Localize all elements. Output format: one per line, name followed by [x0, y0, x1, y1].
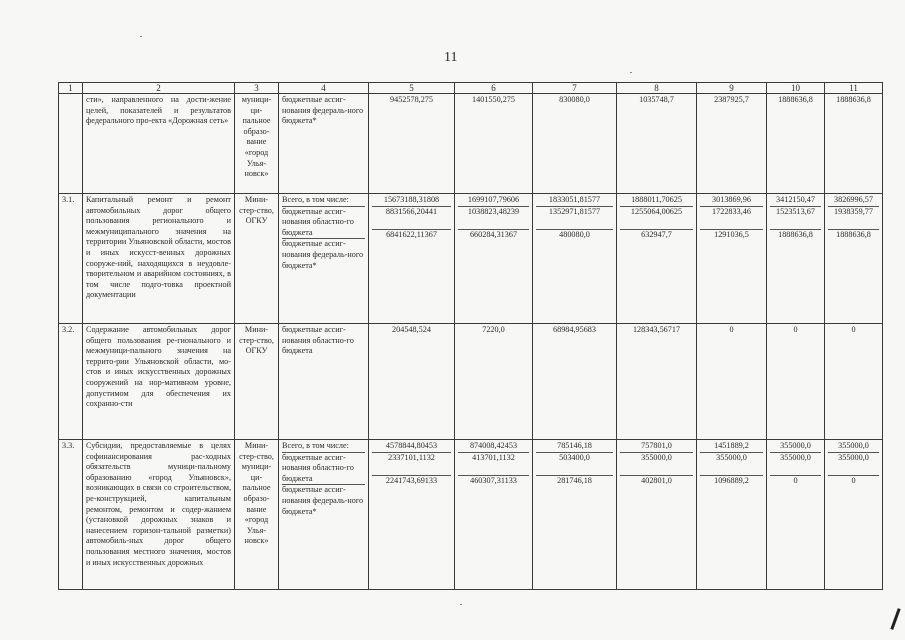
value-cell: 1888636,8: [836, 229, 871, 239]
value-cell: 632947,7: [641, 229, 672, 239]
value-stack: [455, 194, 533, 324]
row-executor: Мини-стер-ство, ОГКУ: [235, 194, 279, 324]
value-cell: 1096889,2: [714, 475, 749, 485]
budget-table: [58, 82, 883, 590]
col-header: 2: [83, 83, 235, 94]
value-cell: 1833051,81577: [536, 195, 613, 207]
value-cell: 3826996,57: [828, 195, 879, 207]
scan-speck: [630, 72, 632, 73]
table-row: [59, 440, 883, 590]
funding-source: бюджетные ассиг-нования областно-го бюджета: [282, 207, 365, 240]
funding-source: Всего, в том числе:: [282, 441, 365, 453]
value-stack: [825, 440, 883, 590]
table-row: [59, 324, 883, 440]
value-stack: [697, 440, 767, 590]
value-stack: [533, 194, 617, 324]
page-number: 11: [444, 50, 458, 65]
value-stack: [767, 194, 825, 324]
value-cell: 355000,0: [828, 441, 879, 453]
col-header: 6: [455, 83, 533, 94]
row-number: 3.3.: [59, 440, 83, 590]
value-stack: [369, 440, 455, 590]
col-header: 7: [533, 83, 617, 94]
value-cell: 2241743,69133: [385, 475, 438, 485]
table-row: [59, 94, 883, 194]
value-cell: 1888636,8: [825, 94, 883, 194]
value-cell: 3412150,47: [770, 195, 821, 207]
value-cell: 460307,31133: [470, 475, 517, 485]
col-header: 9: [697, 83, 767, 94]
col-header: 1: [59, 83, 83, 94]
value-cell: 1722833,46: [700, 207, 763, 230]
row-description: сти», направленного на дости-жение целей, показателей и результатов федерального про-екта «Дорожная сеть»: [83, 94, 235, 194]
value-cell: 480080,0: [559, 229, 590, 239]
row-description: Субсидии, предоставляемые в целях софинансирования рас-ходных обязательств муници-пальному образованию «город Ульяновск», возникающих в связи со строительством, ре-конструкцией, капитальным ремонтом, ремонтом и содер-жанием (установкой дорожных знаков и нанесением горизон-тальной разметки) автомобиль-ных дорог общего пользования местного значения, мостов и иных искусственных дорожных: [83, 440, 235, 590]
col-header: 11: [825, 83, 883, 94]
col-header: 5: [369, 83, 455, 94]
value-cell: 204548,524: [369, 324, 455, 440]
value-cell: 660284,31367: [469, 229, 518, 239]
value-cell: 1938359,77: [828, 207, 879, 230]
funding-source: бюджетные ассиг-нования областно-го бюджета: [282, 453, 365, 486]
value-cell: 1291036,5: [714, 229, 749, 239]
value-cell: 68984,95683: [533, 324, 617, 440]
col-header: 8: [617, 83, 697, 94]
value-cell: 1699107,79606: [458, 195, 529, 207]
row-number: 3.2.: [59, 324, 83, 440]
scan-speck: [140, 36, 142, 37]
value-stack: [533, 440, 617, 590]
value-cell: 1255064,00625: [620, 207, 693, 230]
value-cell: 785146,18: [536, 441, 613, 453]
value-cell: 2387925,7: [697, 94, 767, 194]
value-cell: 355000,0: [700, 453, 763, 476]
value-cell: 413701,1132: [458, 453, 529, 476]
row-executor: Мини-стер-ство, ОГКУ: [235, 324, 279, 440]
value-cell: 1451889,2: [700, 441, 763, 453]
value-cell: 8831566,20441: [372, 207, 451, 230]
scan-speck: [460, 604, 462, 605]
value-cell: 355000,0: [620, 453, 693, 476]
value-stack: [697, 194, 767, 324]
value-stack: [455, 440, 533, 590]
value-cell: 402801,0: [641, 475, 672, 485]
value-cell: 1038823,48239: [458, 207, 529, 230]
value-stack: [369, 194, 455, 324]
value-stack: [767, 440, 825, 590]
value-cell: 1352971,81577: [536, 207, 613, 230]
value-cell: 6841622,11367: [386, 229, 437, 239]
funding-source-stack: [279, 440, 369, 590]
funding-source: Всего, в том числе:: [282, 195, 365, 207]
col-header: 4: [279, 83, 369, 94]
value-cell: 0: [825, 324, 883, 440]
funding-source: бюджетные ассиг-нования федераль-ного бюджета*: [279, 94, 369, 194]
row-number: [59, 94, 83, 194]
value-cell: 1523513,67: [770, 207, 821, 230]
funding-source: бюджетные ассиг-нования федераль-ного бюджета*: [282, 239, 364, 270]
column-numbers-row: [59, 83, 883, 94]
scan-artifact: [890, 608, 900, 630]
value-cell: 503400,0: [536, 453, 613, 476]
row-description: Содержание автомобильных дорог общего пользования ре-гионального и межмуници-пального значения на террито-рии Ульяновской области, мо-стов и иных искусственных дорожных сооружений на нор-мативном уровне, допустимом для обеспечения их сохранно-сти: [83, 324, 235, 440]
funding-source: бюджетные ассиг-нования областно-го бюджета: [279, 324, 369, 440]
value-cell: 355000,0: [770, 453, 821, 476]
funding-source: бюджетные ассиг-нования федераль-ного бюджета*: [282, 485, 364, 516]
value-stack: [617, 440, 697, 590]
value-cell: 4578844,80453: [372, 441, 451, 453]
value-cell: 7220,0: [455, 324, 533, 440]
value-stack: [617, 194, 697, 324]
value-cell: 128343,56717: [617, 324, 697, 440]
value-cell: 1401550,275: [455, 94, 533, 194]
value-cell: 830080,0: [533, 94, 617, 194]
row-executor: муници-ци-пальное образо-вание «город Улья-новск»: [235, 94, 279, 194]
value-cell: 874008,42453: [458, 441, 529, 453]
value-cell: 355000,0: [770, 441, 821, 453]
row-description: Капитальный ремонт и ремонт автомобильных дорог общего пользования регионального и межмуниципального значения на территории Ульяновской области, мостов и иных искусст-венных дорожных сооруже-ний, находящихся в неудовле-творительном и аварийном состояниях, в том числе подго-товка проектной документации: [83, 194, 235, 324]
value-cell: 355000,0: [828, 453, 879, 476]
table-row: [59, 194, 883, 324]
value-cell: 2337101,1132: [372, 453, 451, 476]
col-header: 10: [767, 83, 825, 94]
col-header: 3: [235, 83, 279, 94]
value-cell: 0: [767, 324, 825, 440]
value-cell: 3013869,96: [700, 195, 763, 207]
value-cell: 9452578,275: [369, 94, 455, 194]
value-cell: 0: [697, 324, 767, 440]
value-cell: 281746,18: [557, 475, 592, 485]
value-cell: 0: [793, 475, 798, 485]
value-cell: 1888636,8: [767, 94, 825, 194]
funding-source-stack: [279, 194, 369, 324]
row-number: 3.1.: [59, 194, 83, 324]
row-executor: Мини-стер-ство, муници-ци-пальное образо-вание «город Улья-новск»: [235, 440, 279, 590]
value-cell: 1035748,7: [617, 94, 697, 194]
value-stack: [825, 194, 883, 324]
value-cell: 15673188,31808: [372, 195, 451, 207]
value-cell: 1888636,8: [778, 229, 813, 239]
value-cell: 1888011,70625: [620, 195, 693, 207]
value-cell: 0: [851, 475, 856, 485]
value-cell: 757801,0: [620, 441, 693, 453]
